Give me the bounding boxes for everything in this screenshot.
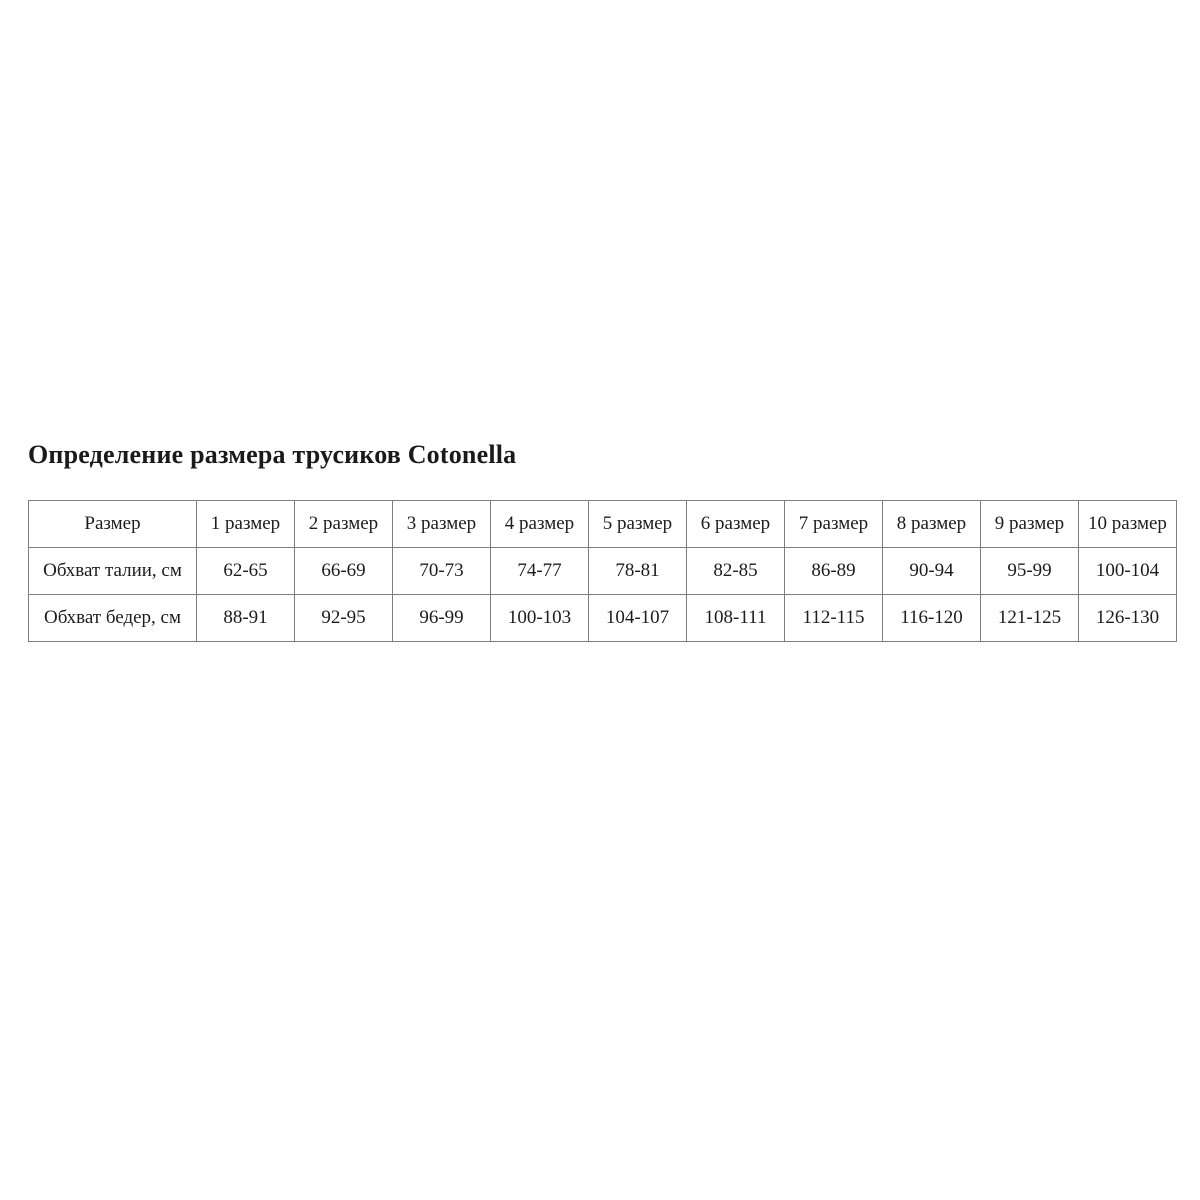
- table-cell: 62-65: [197, 548, 295, 595]
- row-label: Обхват бедер, см: [29, 595, 197, 642]
- table-cell: 88-91: [197, 595, 295, 642]
- table-cell: 100-104: [1079, 548, 1177, 595]
- table-body: [29, 548, 1177, 642]
- column-header: 8 размер: [883, 501, 981, 548]
- table-row: [29, 548, 1177, 595]
- table-cell: 121-125: [981, 595, 1079, 642]
- table-cell: 86-89: [785, 548, 883, 595]
- table-cell: 90-94: [883, 548, 981, 595]
- row-label: Обхват талии, см: [29, 548, 197, 595]
- column-header: 10 размер: [1079, 501, 1177, 548]
- table-cell: 82-85: [687, 548, 785, 595]
- column-header: 7 размер: [785, 501, 883, 548]
- table-cell: 70-73: [393, 548, 491, 595]
- table-cell: 78-81: [589, 548, 687, 595]
- table-cell: 112-115: [785, 595, 883, 642]
- table-cell: 95-99: [981, 548, 1079, 595]
- table-cell: 108-111: [687, 595, 785, 642]
- column-header: 2 размер: [295, 501, 393, 548]
- table-header-row: [29, 501, 1177, 548]
- table-cell: 116-120: [883, 595, 981, 642]
- table-cell: 126-130: [1079, 595, 1177, 642]
- column-header: 6 размер: [687, 501, 785, 548]
- table-cell: 92-95: [295, 595, 393, 642]
- column-header: 3 размер: [393, 501, 491, 548]
- column-header-size: Размер: [29, 501, 197, 548]
- column-header: 1 размер: [197, 501, 295, 548]
- column-header: 5 размер: [589, 501, 687, 548]
- table-row: [29, 595, 1177, 642]
- size-chart-table: [28, 500, 1177, 642]
- page-title: Определение размера трусиков Cotonella: [28, 440, 517, 469]
- table-cell: 100-103: [491, 595, 589, 642]
- table-cell: 66-69: [295, 548, 393, 595]
- column-header: 4 размер: [491, 501, 589, 548]
- table-cell: 74-77: [491, 548, 589, 595]
- table-cell: 104-107: [589, 595, 687, 642]
- column-header: 9 размер: [981, 501, 1079, 548]
- table-cell: 96-99: [393, 595, 491, 642]
